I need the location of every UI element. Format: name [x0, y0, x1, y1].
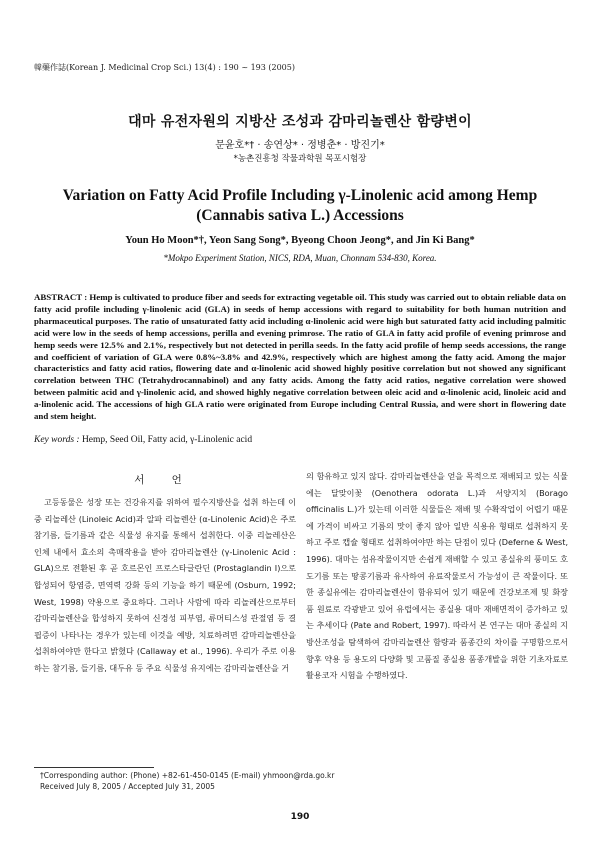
korean-affiliation: *농촌진흥청 작물과학원 목포시험장 [233, 154, 367, 164]
footnote-received: Received July 8, 2005 / Accepted July 31, 2005 [40, 782, 215, 791]
page-number: 190 [290, 812, 310, 822]
footnote-divider [34, 767, 154, 768]
keywords-list: Hemp, Seed Oil, Fatty acid, γ-Linolenic acid [81, 435, 253, 445]
english-authors: Youn Ho Moon*†, Yeon Sang Song*, Byeong Choon Jeong*, and Jin Ki Bang* [125, 235, 475, 246]
footnote-corresponding: †Corresponding author: (Phone) +82-61-450-0145 (E-mail) yhmoon@rda.go.kr [40, 771, 335, 780]
section-heading-introduction: 서 언 [134, 474, 194, 486]
english-title: Variation on Fatty Acid Profile Including γ-Linolenic acid among Hemp (Cannabis sativa L.) Accessions [62, 187, 538, 224]
english-affiliation: *Mokpo Experiment Station, NICS, RDA, Muan, Chonnam 534-830, Korea. [163, 253, 437, 263]
body-column-right: 의 함유하고 있지 않다. 감마리놀렌산을 얻을 목적으로 재배되고 있는 식물에는 달맞이꽃 (Oenothera odorata L.)과 서양지치 (Borago officinalis L.)가 있는데 이러한 식물들은 재배 및 수확작업이 어렵기 때문에 가격이 비싸고 기름의 맛이 좋지 않아 일반 식용유 형태로 섭취하지 못하고 주로 캡슐 형태로 섭취하여야만 하는 단점이 있다 (Deferne & West, 1996). 대마는 섬유작물이지만 손쉽게 재배할 수 있고 종실유의 풍미도 호도기름 또는 땅콩기름과 유사하여 유료작물로서 가능성이 큰 작물이다. 또한 종실유에는 감마리놀렌산이 함유되어 있기 때문에 건강보조제 및 화장품 원료로 각광받고 있어 유럽에서는 종실용 대마 재배면적이 증가하고 있는 추세이다 (Pate and Robert, 1997). 따라서 본 연구는 대마 종실의 지방산조성을 탐색하여 감마리놀렌산 함량과 품종간의 차이를 구명함으로서 향후 약용 등 용도의 다양화 및 고품질 종실용 품종개발을 위한 기초자료로 활용코자 시험을 수행하였다. [306, 471, 569, 681]
keywords-line [34, 435, 252, 445]
abstract: ABSTRACT : Hemp is cultivated to produce fiber and seeds for extracting vegetable oil. This study was carried out to obtain reliable data on fatty acid profile including γ-linolenic acid (GLA) in seeds of hemp accessions with regard to suitability for both human nutrition and pharmaceutical purposes. The ratio of unsaturated fatty acid including α-linolenic acid were high but saturated fatty acid including palmitic acid were low in the seeds of hemp accessions, perilla and evening primrose. The ratio of GLA in fatty acid profile of evening primrose and hemp seeds were 12.5% and 2.1%, respectively but not detected in perilla seeds. In the fatty acid profile of hemp seeds accessions, the range and coefficient of variation of GLA were 0.8%~3.8% and 42.9%, respectively which are highest among the fatty acid. Among the major characteristics and fatty acid ratios, flowering date and α-linolenic acid showed highly positive correlation but not showed any significant correlation between THC (Tetrahydrocannabinol) and any fatty acids. Among the fatty acid ratios, negative correlation were showed between palmitic acid and γ-linolenic acid, and showed highly negative correlation between oleic acid and α-linolenic acid, linoleic acid and a-linolenic acid. The accessions of high GLA ratio were originated from Europe including Central Russia, and were short in flowering date and stem height. [34, 292, 566, 422]
korean-authors: 문윤호*† · 송연상* · 정병춘* · 방진기* [215, 140, 385, 151]
keywords-label: Key words : [34, 435, 80, 445]
journal-citation: 韓藥作誌(Korean J. Medicinal Crop Sci.) 13(4) : 190 ~ 193 (2005) [34, 63, 295, 72]
korean-title: 대마 유전자원의 지방산 조성과 감마리놀렌산 함량변이 [128, 114, 472, 130]
body-column-left: 고등동물은 성장 또는 건강유지를 위하여 필수지방산을 섭취 하는데 이중 리놀레산 (Linoleic Acid)과 알파 리놀렌산 (α-Linolenic Acid)은 주로 참기름, 들기름과 같은 식물성 유지를 통해서 섭취한다. 이중 리놀레산은 인체 내에서 효소의 촉매작용을 받아 감마리놀렌산 (γ-Linolenic Acid : GLA)으로 전환된 후 곧 호르몬인 프로스타글란딘 (Prostaglandin I)으로 합성되어 항염증, 면역력 강화 등의 기능을 하기 때문에 (Osburn, 1992; West, 1998) 약용으로 중요하다. 그러나 사람에 따라 리놀레산으로부터 감마리놀렌산을 합성하지 못하여 신경성 피부염, 류머티스성 관절염 등 결핍증이 나타나는 경우가 있는데 이것을 예방, 치료하려면 감마리놀렌산을 섭취하여야만 한다고 밝혔다 (Callaway et al., 1996). 우리가 주로 이용하는 참기름, 들기름, 대두유 등 주요 식물성 유지에는 감마리놀렌산을 거 [34, 497, 296, 673]
